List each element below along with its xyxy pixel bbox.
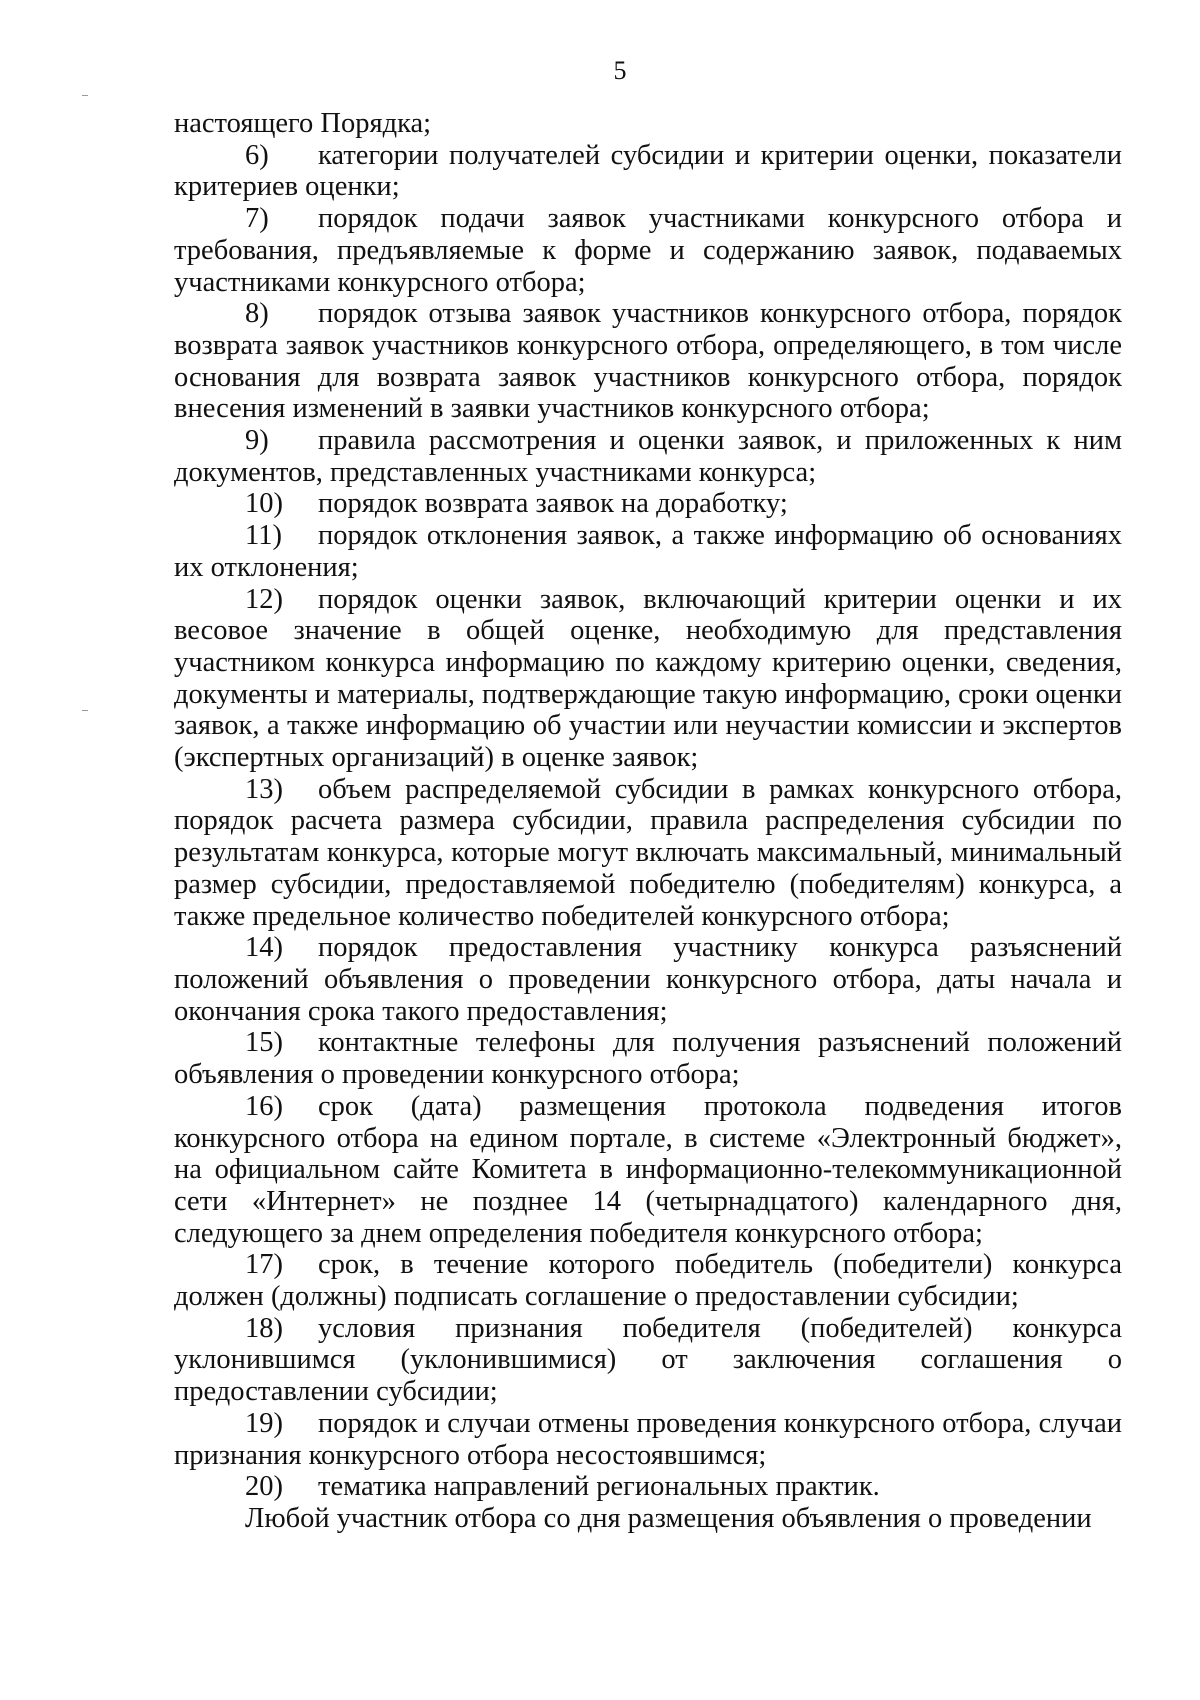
list-item-number: 12) <box>245 583 283 615</box>
list-item-number: 9) <box>245 425 269 457</box>
list-item-text: порядок отклонения заявок, а также информацию об основаниях их отклонения; <box>174 520 1122 583</box>
closing-paragraph: Любой участник отбора со дня размещения объявления о проведении <box>245 1502 1092 1534</box>
list-item-text: порядок оценки заявок, включающий критерии оценки и их весовое значение в общей оценке, необходимую для представления участником конкурса информацию по каждому критерию оценки, сведения, документы и материалы, подтверждающие такую информацию, сроки оценки заявок, а также информацию об участии или неучастии комиссии и экспертов (экспертных организаций) в оценке заявок; <box>174 583 1122 774</box>
list-item <box>174 584 1122 774</box>
list-item <box>174 1091 1122 1250</box>
list-item-text: порядок и случаи отмены проведения конкурсного отбора, случаи признания конкурсного отбора несостоявшимся; <box>174 1407 1122 1471</box>
list-item-number: 10) <box>245 488 283 520</box>
list-item <box>174 1408 1122 1471</box>
list-item-text: условия признания победителя (победителей) конкурса уклонившимся (уклонившимися) от заключения соглашения о предоставлении субсидии; <box>174 1312 1122 1408</box>
scan-mark <box>82 710 88 711</box>
document-body <box>174 108 1122 1535</box>
list-item <box>174 1313 1122 1408</box>
list-item-number: 16) <box>245 1090 283 1122</box>
list-item-number: 11) <box>245 520 282 552</box>
list-item <box>174 1027 1122 1090</box>
list-item-number: 19) <box>245 1407 283 1439</box>
list-item <box>174 488 1122 520</box>
list-item-number: 13) <box>245 773 283 805</box>
list-item-text: порядок предоставления участнику конкурса разъяснений положений объявления о проведении конкурсного отбора, даты начала и окончания срока такого предоставления; <box>174 932 1122 1027</box>
list-item-text: порядок возврата заявок на доработку; <box>318 488 788 520</box>
list-item-text: объем распределяемой субсидии в рамках конкурсного отбора, порядок расчета размера субсидии, правила распределения субсидии по результатам конкурса, которые могут включать максимальный, минимальный размер субсидии, предоставляемой победителю (победителям) конкурса, а также предельное количество победителей конкурсного отбора; <box>174 773 1122 932</box>
list-item-number: 14) <box>245 932 283 964</box>
list-item <box>174 1249 1122 1312</box>
page-number: 5 <box>613 56 627 85</box>
list-item-text: правила рассмотрения и оценки заявок, и приложенных к ним документов, представленных участниками конкурса; <box>174 425 1122 488</box>
list-item-number: 20) <box>245 1471 283 1503</box>
list-item-number: 18) <box>245 1312 283 1344</box>
list-item <box>174 425 1122 488</box>
list-item <box>174 520 1122 583</box>
scan-mark <box>82 95 88 96</box>
list-item <box>174 774 1122 933</box>
list-item-number: 6) <box>245 139 269 171</box>
list-item-number: 7) <box>245 203 269 235</box>
list-item <box>174 203 1122 298</box>
list-item <box>174 932 1122 1027</box>
list-item-number: 15) <box>245 1027 283 1059</box>
list-item <box>174 298 1122 425</box>
list-item-number: 8) <box>245 298 269 330</box>
list-item-text: срок, в течение которого победитель (победители) конкурса должен (должны) подписать соглашение о предоставлении субсидии; <box>174 1249 1122 1313</box>
list-item-number: 17) <box>245 1249 283 1281</box>
enumerated-list <box>174 140 1122 1503</box>
list-item-text: контактные телефоны для получения разъяснений положений объявления о проведении конкурсного отбора; <box>174 1027 1122 1091</box>
list-item <box>174 1471 1122 1503</box>
list-item <box>174 140 1122 203</box>
list-item-text: категории получателей субсидии и критерии оценки, показатели критериев оценки; <box>174 139 1122 203</box>
list-item-text: срок (дата) размещения протокола подведения итогов конкурсного отбора на едином портале, в системе «Электронный бюджет», на официальном сайте Комитета в информационно-телекоммуникационной сети «Интернет» не позднее 14 (четырнадцатого) календарного дня, следующего за днем определения победителя конкурсного отбора; <box>174 1090 1122 1249</box>
list-item-text: тематика направлений региональных практик. <box>318 1471 880 1503</box>
intro-line: настоящего Порядка; <box>174 108 432 139</box>
list-item-text: порядок подачи заявок участниками конкурсного отбора и требования, предъявляемые к форме и содержанию заявок, подаваемых участниками конкурсного отбора; <box>174 203 1122 298</box>
list-item-text: порядок отзыва заявок участников конкурсного отбора, порядок возврата заявок участников конкурсного отбора, определяющего, в том числе основания для возврата заявок участников конкурсного отбора, порядок внесения изменений в заявки участников конкурсного отбора; <box>174 298 1122 425</box>
